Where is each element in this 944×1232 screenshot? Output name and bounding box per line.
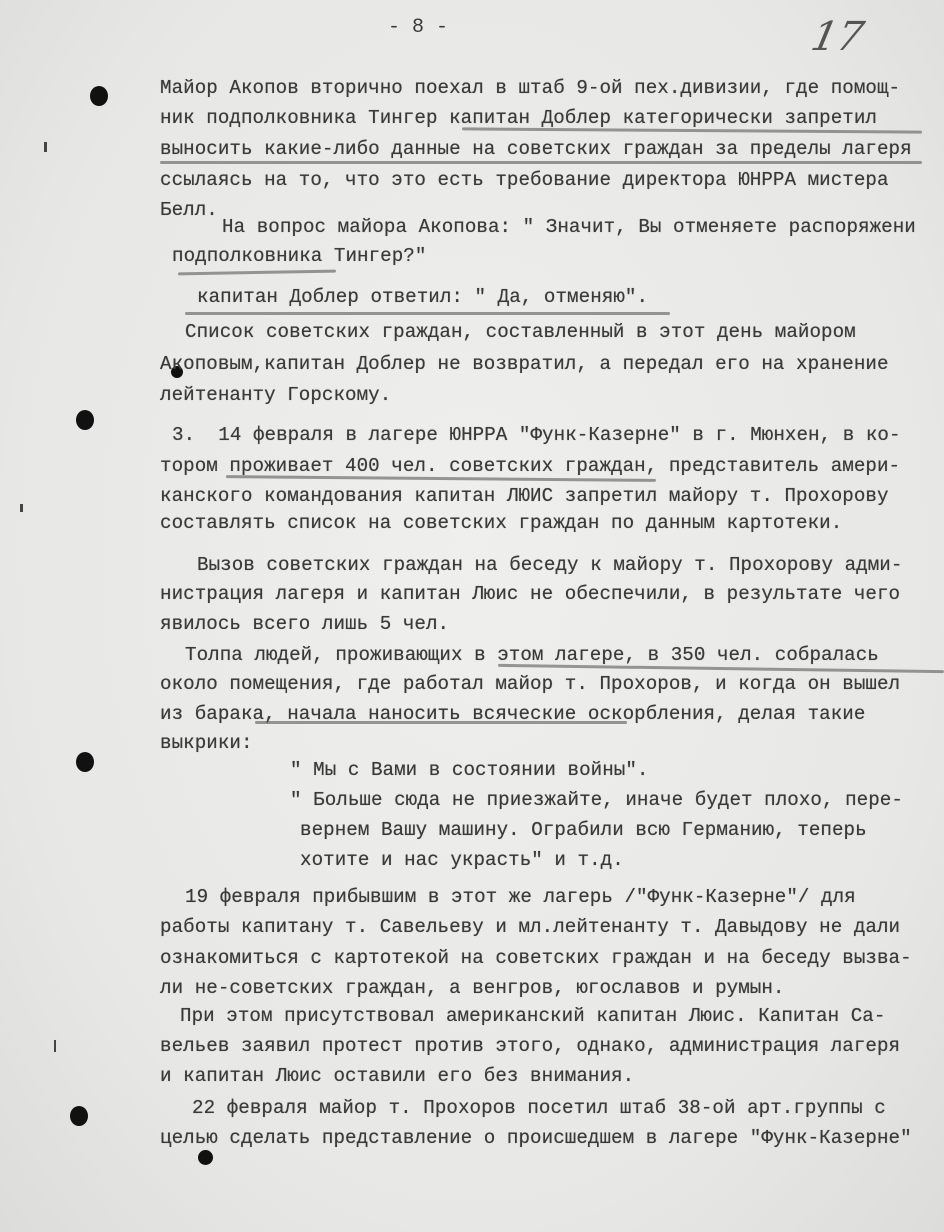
text-line: ли не-советских граждан, а венгров, югославов и румын. (160, 977, 785, 999)
text-line: ник подполковника Тингер капитан Доблер категорически запретил (160, 107, 877, 129)
punch-hole (76, 752, 94, 772)
punch-hole (90, 86, 108, 106)
text-line: Список советских граждан, составленный в этот день майором (185, 321, 856, 343)
punch-hole (70, 1106, 88, 1126)
text-line: около помещения, где работал майор т. Прохоров, и когда он вышел (160, 673, 901, 695)
text-line: Белл. (160, 199, 218, 221)
text-line: Майор Акопов вторично поехал в штаб 9-ой пех.дивизии, где помощ- (160, 77, 901, 99)
text-line: вельев заявил протест против этого, однако, администрация лагеря (160, 1035, 901, 1057)
text-line: капитан Доблер ответил: " Да, отменяю". (197, 286, 649, 308)
text-line: тором проживает 400 чел. советских граждан, представитель амери- (160, 455, 901, 477)
text-line: целью сделать представление о происшедшем в лагере "Функ-Казерне" (160, 1127, 912, 1149)
quote-line: " Больше сюда не приезжайте, иначе будет плохо, пере- (290, 789, 903, 811)
punch-hole (76, 410, 94, 430)
page-number: - 8 - (388, 16, 449, 39)
text-line: канского командования капитан ЛЮИС запретил майору т. Прохорову (160, 485, 889, 507)
text-line: работы капитану т. Савельеву и мл.лейтенанту т. Давыдову не дали (160, 916, 901, 938)
text-line: выносить какие-либо данные на советских граждан за пределы лагеря (160, 138, 912, 160)
margin-mark (54, 1040, 56, 1052)
margin-mark (20, 504, 23, 512)
text-line: и капитан Люис оставили его без внимания. (160, 1065, 635, 1087)
pencil-underline (160, 161, 922, 164)
text-line: Вызов советских граждан на беседу к майору т. Прохорову адми- (197, 554, 903, 576)
margin-mark (44, 142, 47, 152)
quote-line: хотите и нас украсть" и т.д. (300, 849, 624, 871)
text-line: ознакомиться с картотекой на советских граждан и на беседу вызва- (160, 947, 912, 969)
text-line: лейтенанту Горскому. (160, 384, 392, 406)
text-line: 22 февраля майор т. Прохоров посетил штаб 38-ой арт.группы с (192, 1097, 886, 1119)
text-line: 19 февраля прибывшим в этот же лагерь /"Функ-Казерне"/ для (185, 886, 856, 908)
handwritten-folio-number: 17 (807, 14, 868, 60)
text-line: явилось всего лишь 5 чел. (160, 613, 450, 635)
text-line: из барака, начала наносить всяческие оскорбления, делая такие (160, 703, 866, 725)
quote-line: вернем Вашу машину. Ограбили всю Германию, теперь (300, 819, 867, 841)
ink-blot (198, 1150, 213, 1165)
text-line: На вопрос майора Акопова: " Значит, Вы отменяете распоряжени (222, 216, 916, 238)
text-line: выкрики: (160, 732, 253, 754)
text-line: Толпа людей, проживающих в этом лагере, в 350 чел. собралась (185, 644, 879, 666)
pencil-underline (178, 270, 336, 276)
text-line: ссылаясь на то, что это есть требование директора ЮНРРА мистера (160, 169, 889, 191)
pencil-underline (185, 312, 670, 315)
text-line: нистрация лагеря и капитан Люис не обеспечили, в результате чего (160, 583, 901, 605)
text-line: подполковника Тингер?" (172, 245, 427, 267)
text-line: 3. 14 февраля в лагере ЮНРРА "Функ-Казерне" в г. Мюнхен, в ко- (172, 424, 901, 446)
text-line: составлять список на советских граждан по данным картотеки. (160, 512, 843, 534)
text-line: Акоповым,капитан Доблер не возвратил, а передал его на хранение (160, 353, 889, 375)
text-line: При этом присутствовал американский капитан Люис. Капитан Са- (180, 1005, 886, 1027)
quote-line: " Мы с Вами в состоянии войны". (290, 759, 649, 781)
